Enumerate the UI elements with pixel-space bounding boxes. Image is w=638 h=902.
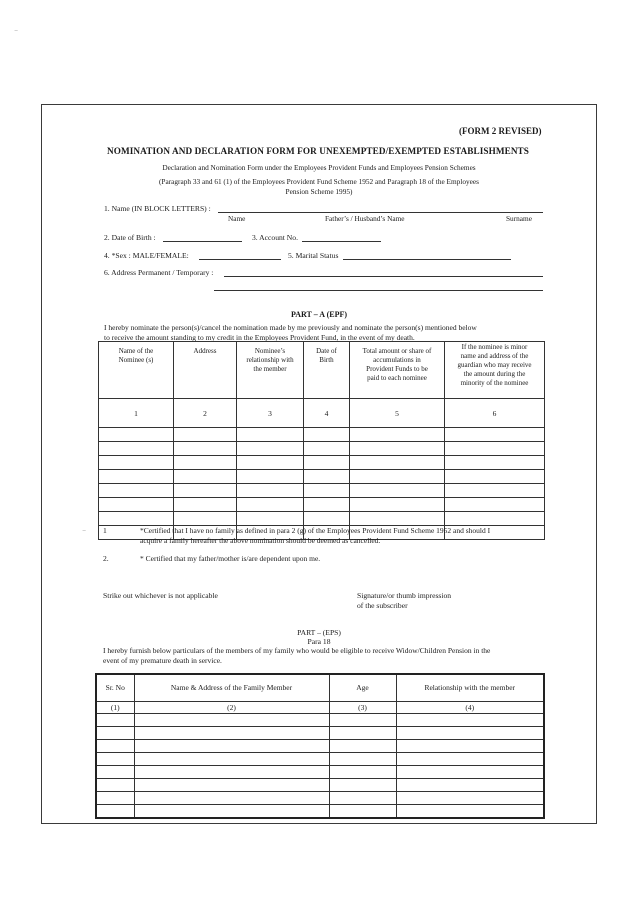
part-a-intro-line-2: to receive the amount standing to my credit in the Employees Provident Fund, in the event of my death. — [104, 333, 415, 342]
header-address: Address — [174, 342, 237, 399]
column-number: (2) — [134, 701, 329, 713]
name-sub-label: Name — [228, 214, 246, 223]
header-guardian: If the nominee is minor name and address of the guardian who may receive the amount during the minority of the nominee — [445, 342, 545, 399]
table-row[interactable] — [99, 498, 545, 512]
part-eps-heading: PART – (EPS) — [297, 628, 341, 637]
sex-label: 4. *Sex : MALE/FEMALE: — [104, 251, 189, 260]
subtitle-line-2: (Paragraph 33 and 61 (1) of the Employees Provident Fund Scheme 1952 and Paragraph 18 of the Employees — [159, 177, 479, 186]
table-row[interactable] — [99, 470, 545, 484]
header-date-of-birth: Date of Birth — [304, 342, 350, 399]
certification-1-line-1: *Certified that I have no family as defined in para 2 (g) of the Employees Provident Fund Scheme 1952 and should I — [140, 526, 491, 535]
scan-mark: ⁻ — [82, 528, 87, 537]
column-number: (1) — [96, 701, 134, 713]
table-row[interactable] — [96, 739, 544, 752]
table-row[interactable] — [99, 512, 545, 526]
table-row[interactable] — [99, 442, 545, 456]
part-eps-header-row — [96, 674, 544, 701]
part-a-header-row — [99, 342, 545, 399]
father-name-sub-label: Father’s / Husband’s Name — [325, 214, 405, 223]
address-field-line-2[interactable] — [214, 290, 543, 291]
part-eps-para: Para 18 — [307, 637, 331, 646]
account-label: 3. Account No. — [252, 233, 298, 242]
header-relationship: Nominee’s relationship with the member — [237, 342, 304, 399]
certification-1-number: 1 — [103, 526, 107, 535]
column-number: 4 — [304, 399, 350, 428]
table-row[interactable] — [99, 428, 545, 442]
name-field[interactable] — [218, 212, 543, 213]
surname-sub-label: Surname — [506, 214, 532, 223]
dob-field[interactable] — [163, 241, 242, 242]
part-a-nominee-table — [98, 341, 545, 540]
address-field-line-1[interactable] — [224, 276, 543, 277]
column-number: 5 — [350, 399, 445, 428]
subtitle-line-1: Declaration and Nomination Form under the Employees Provident Funds and Employees Pension Schemes — [162, 163, 476, 172]
column-number: (4) — [396, 701, 544, 713]
part-eps-intro-line-2: event of my premature death in service. — [103, 656, 222, 665]
header-age: Age — [329, 674, 396, 701]
header-nominee-name: Name of the Nominee (s) — [99, 342, 174, 399]
name-label: 1. Name (IN BLOCK LETTERS) : — [104, 204, 211, 213]
part-eps-number-row — [96, 701, 544, 713]
table-row[interactable] — [96, 765, 544, 778]
table-row[interactable] — [96, 778, 544, 791]
account-field[interactable] — [302, 241, 381, 242]
table-row[interactable] — [96, 726, 544, 739]
signature-label-line-2: of the subscriber — [357, 601, 408, 610]
column-number: 2 — [174, 399, 237, 428]
dob-label: 2. Date of Birth : — [104, 233, 156, 242]
table-row[interactable] — [99, 484, 545, 498]
sex-field[interactable] — [199, 259, 281, 260]
part-a-number-row — [99, 399, 545, 428]
table-row[interactable] — [96, 791, 544, 804]
column-number: 1 — [99, 399, 174, 428]
part-eps-intro-line-1: I hereby furnish below particulars of the members of my family who would be eligible to receive Widow/Children Pension in the — [103, 646, 491, 655]
header-relationship-member: Relationship with the member — [396, 674, 544, 701]
marital-status-label: 5. Marital Status — [288, 251, 339, 260]
column-number: 3 — [237, 399, 304, 428]
part-a-heading: PART – A (EPF) — [290, 310, 348, 319]
form-title: NOMINATION AND DECLARATION FORM FOR UNEXEMPTED/EXEMPTED ESTABLISHMENTS — [107, 146, 529, 156]
certification-2-number: 2. — [103, 554, 109, 563]
certification-1-line-2: acquire a family hereafter the above nomination should be deemed as cancelled. — [140, 536, 381, 545]
table-row[interactable] — [96, 713, 544, 726]
header-family-member: Name & Address of the Family Member — [134, 674, 329, 701]
part-a-intro-line-1: I hereby nominate the person(s)/cancel the nomination made by me previously and nominate the person(s) mentioned below — [104, 323, 477, 332]
table-row[interactable] — [96, 804, 544, 818]
column-number: (3) — [329, 701, 396, 713]
table-row[interactable] — [96, 752, 544, 765]
strike-out-note: Strike out whichever is not applicable — [103, 591, 218, 600]
certification-2-text: * Certified that my father/mother is/are dependent upon me. — [140, 554, 321, 563]
form-number: (FORM 2 REVISED) — [459, 126, 542, 136]
subtitle-line-3: Pension Scheme 1995) — [285, 187, 353, 196]
column-number: 6 — [445, 399, 545, 428]
signature-label-line-1: Signature/or thumb impression — [357, 591, 452, 600]
marital-status-field[interactable] — [343, 259, 511, 260]
scan-mark: ⁻ — [14, 28, 19, 37]
header-sr-no: Sr. No — [96, 674, 134, 701]
address-label: 6. Address Permanent / Temporary : — [104, 268, 214, 277]
table-row[interactable] — [99, 456, 545, 470]
header-total-amount: Total amount or share of accumulations in Provident Funds to be paid to each nominee — [350, 342, 445, 399]
part-eps-family-table — [95, 673, 545, 819]
